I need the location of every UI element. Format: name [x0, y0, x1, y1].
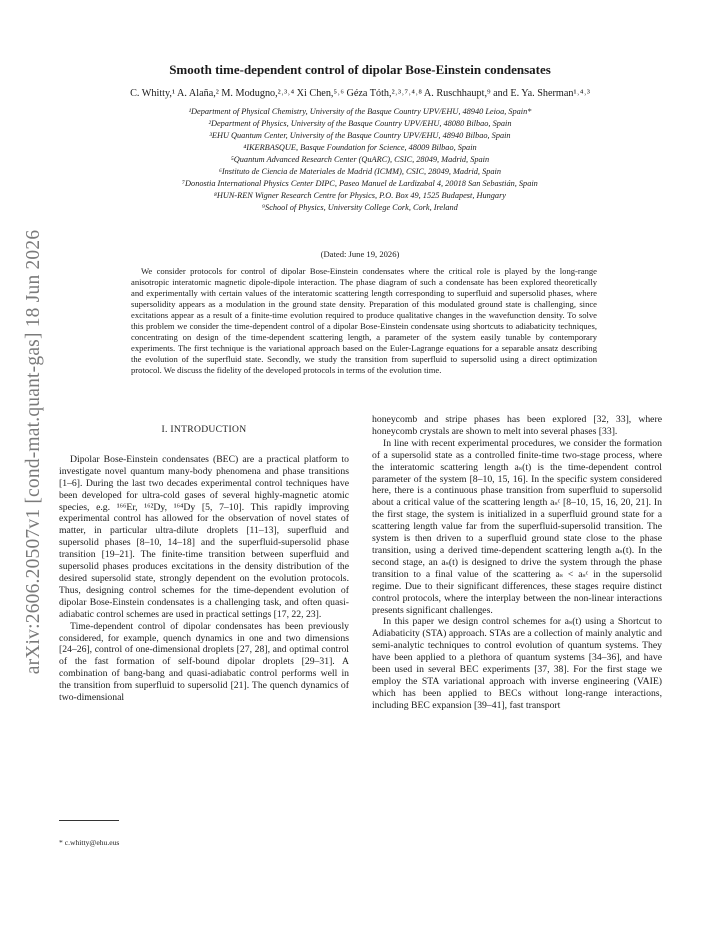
affiliation-line: ²Department of Physics, University of the Basque Country UPV/EHU, 48080 Bilbao, Spain	[208, 119, 512, 129]
arxiv-identifier-text: arXiv:2606.20507v1 [cond-mat.quant-gas] 18 Jun 2026	[23, 229, 44, 675]
affiliation-line: ⁹School of Physics, University College Cork, Cork, Ireland	[262, 203, 458, 213]
affiliation-line: ⁷Donostia International Physics Center DIPC, Paseo Manuel de Lardizabal 4, 20018 San Sebastián, Spain	[182, 179, 538, 189]
abstract: We consider protocols for control of dipolar Bose-Einstein condensates where the critical role is played by the long-range anisotropic interatomic magnetic dipole-dipole interaction. The phase diagram of such a condensate has been explored theoretically and experimentally with certain values of the interatomic scattering length corresponding to superfluid and supersolid phases, where supersolidity appears as a modulation in the ground state density. Preparation of this modulated ground state is challenging, since excitations appear as a result of a finite-time evolution required to produce qualitative changes in the wavefunction density. To solve this problem we consider the time-dependent control of a dipolar Bose-Einstein condensate using shortcuts to adiabaticity techniques, concentrating on design of the time-dependent scattering length, a parameter of the system easily tunable by contemporary experiments. The first technique is the variational approach based on the Euler-Lagrange equations for a separable ansatz describing the evolution of the superfluid state. Secondly, we study the transition from superfluid to supersolid using a direct optimization protocol. We discuss the fidelity of the developed protocols in terms of the evolution time.	[131, 266, 597, 376]
left-column	[59, 420, 349, 704]
author-list: C. Whitty,¹ A. Alaña,² M. Modugno,²˒³˒⁴ Xi Chen,⁵˒⁶ Géza Tóth,²˒³˒⁷˒⁴˒⁸ A. Ruschhaupt,⁹ and E. Ya. Sherman¹˒⁴˒³	[130, 88, 590, 99]
affiliations	[40, 106, 680, 214]
body-paragraph: honeycomb and stripe phases has been explored [32, 33], where honeycomb crystals are shown to melt into several phases [33].	[372, 414, 662, 437]
body-paragraph: Dipolar Bose-Einstein condensates (BEC) are a practical platform to investigate novel quantum many-body phenomena and phase transitions [1–6]. During the last two decades experimental control techniques have been developed for ultra-cold gases of several highly-magnetic atomic species, e.g. ¹⁶⁶Er, ¹⁶²Dy, ¹⁶⁴Dy [5, 7–10]. This rapidly improving experimental control has allowed for the observation of novel states of matter, in particular ultra-dilute droplets [11–13], superfluid and supersolid phases [8–10, 14–18] and the superfluid-supersolid phase transition [19–21]. The finite-time transition between superfluid and supersolid phases produces excitations in the density distribution of the desired supersolid state, strongly dependent on the evolution protocols. Thus, designing control schemes for the time-dependent evolution of dipolar Bose-Einstein condensates is a challenging task, and often quasi-adiabatic control schemes are used in practical settings [17, 22, 23].	[59, 453, 349, 620]
affiliation-line: ¹Department of Physical Chemistry, University of the Basque Country UPV/EHU, 48940 Leioa, Spain*	[188, 107, 532, 116]
affiliation-line: ⁸HUN-REN Wigner Research Centre for Physics, P.O. Box 49, 1525 Budapest, Hungary	[213, 191, 506, 201]
affiliation-line: ⁴IKERBASQUE, Basque Foundation for Science, 48009 Bilbao, Spain	[243, 143, 477, 153]
affiliation-line: ⁵Quantum Advanced Research Center (QuARC), CSIC, 28049, Madrid, Spain	[230, 155, 490, 165]
affiliation-line: ³EHU Quantum Center, University of the Basque Country UPV/EHU, 48940 Bilbao, Spain	[209, 131, 511, 141]
footnote-email: * c.whitty@ehu.eus	[59, 838, 120, 847]
body-paragraph: Time-dependent control of dipolar condensates has been previously considered, for example, quench dynamics in one and two dimensions [24–26], control of one-dimensional droplets [27, 28], and optimal control of the fast formation of self-bound dipolar droplets [29–31]. A combination of bang-bang and quasi-adiabatic control performs well in the transition from superfluid to supersolid [21]. The quench dynamics of two-dimensional	[59, 620, 349, 704]
paper-title: Smooth time-dependent control of dipolar Bose-Einstein condensates	[169, 62, 551, 77]
body-paragraph: In this paper we design control schemes for aₛ(t) using a Shortcut to Adiabaticity (STA) approach. STAs are a collection of mainly analytic and semi-analytic techniques to control evolution of quantum systems. They have been applied to a plethora of quantum systems [34–36], and have been used in several BEC experiments [37, 38]. For the first stage we employ the STA variational approach with inverse engineering (VAIE) which has been applied to BECs without long-range interactions, including BEC expansion [39–41], fast transport	[372, 616, 662, 711]
affiliation-line: ⁶Instituto de Ciencia de Materiales de Madrid (ICMM), CSIC, 28049, Madrid, Spain	[219, 167, 501, 177]
footnote-divider	[59, 820, 119, 821]
section-heading: I. INTRODUCTION	[161, 424, 247, 435]
dated-line: (Dated: June 19, 2026)	[320, 249, 400, 259]
arxiv-identifier-stamp	[14, 162, 54, 742]
right-column	[372, 414, 662, 712]
body-paragraph: In line with recent experimental procedures, we consider the formation of a supersolid state as a controlled finite-time two-stage process, where the interatomic scattering length aₛ(t) is the time-dependent control parameter of the system [8–10, 15, 16]. In the specific system considered here, there is a continuous phase transition from superfluid to supersolid about a critical value of the scattering length aₛᶜ [8–10, 15, 16, 20, 21]. In the first stage, the system is initialized in a superfluid ground state for a scattering length value far from the superfluid-supersolid transition. The system is then driven to a superfluid ground state close to the phase transition, using a derived time-dependent scattering length aₛ(t). In the second stage, an aₛ(t) is designed to drive the system through the phase transition to a final value of the scattering aₛ < aₛᶜ in the supersolid regime. Due to their significant differences, these stages require distinct control protocols, where the interplay between the non-linear interactions presents significant challenges.	[372, 437, 662, 616]
